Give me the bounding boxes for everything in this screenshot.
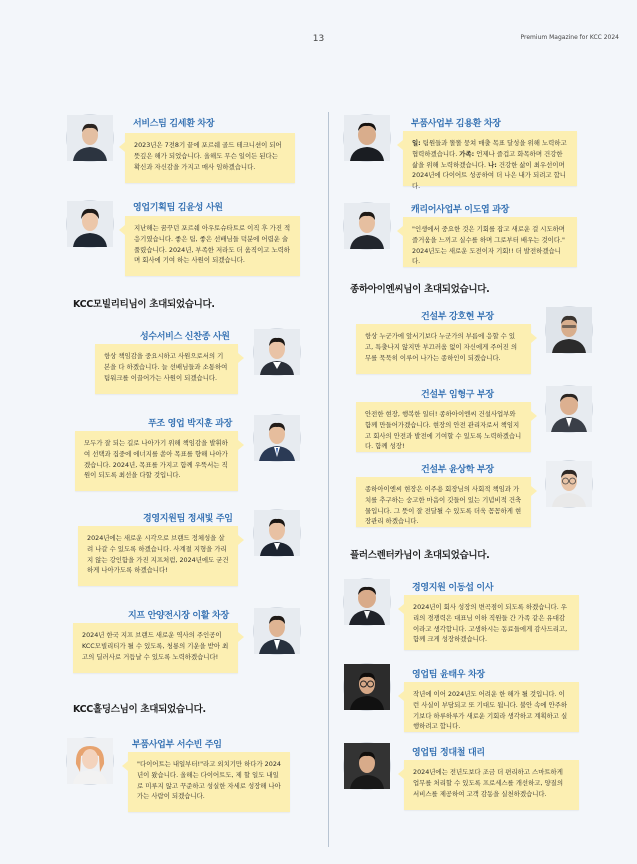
message-bubble: 2024년 한국 지프 브랜드 새로운 역사의 주인공이 KCC모빌리티가 될 수 있도록, 청룡의 기운을 받아 최고의 딜러사로 거듭날 수 있도록 노력하겠습니다! bbox=[73, 623, 238, 673]
avatar-icon bbox=[343, 742, 391, 790]
avatar-icon bbox=[66, 114, 114, 162]
message-bubble bbox=[403, 131, 577, 191]
message-bubble: 지난해는 꿈꾸던 포르쉐 아우토슈타트로 이직 후 가진 적응기였습니다. 좋은 팀, 좋은 선배님들 덕분에 어렵운 술 풀렸습니다. 2024년, 부족한 저라도 더 움직이고 노력하며 회사에 기여 하는 사원이 되겠습니다. bbox=[125, 216, 300, 276]
avatar-icon bbox=[253, 509, 301, 557]
family-label: 가족: bbox=[459, 149, 475, 158]
avatar-icon bbox=[545, 385, 593, 433]
work-text: 팀원들과 똘똘 뭉쳐 매출 목표 달성을 위해 노력하고 협력하겠습니다. bbox=[412, 139, 567, 158]
group-invite-kcc-holdings: KCC홀딩스님이 초대되었습니다. bbox=[73, 704, 206, 715]
member-title: 성수서비스 신찬종 사원 bbox=[140, 332, 230, 342]
message-bubble: 2024년이 회사 성장의 변곡점이 되도록 하겠습니다. 우리의 경쟁력은 대표님 이하 직원들 간 가족 같은 유대감이라고 생각합니다. 고생하시는 동료들에게 감사드리고, 함께 크게 성장하겠습니다. bbox=[404, 595, 579, 650]
message-bubble: 작년에 이어 2024년도 어려운 한 해가 될 것입니다. 이런 사실이 부담되고 또 기대도 됩니다. 불안 속에 안주하기보다 하루하루가 새로운 기회라 생각하고 계획하고 실행하려고 합니다. bbox=[404, 682, 579, 732]
avatar-icon bbox=[343, 114, 391, 162]
message-bubble: 2024년에는 새로운 시각으로 브랜드 정체성을 살려 나갈 수 있도록 하겠습니다. 사계절 지형을 가리지 않는 강인함을 가진 지프처럼, 2024년에도 굳건하게 나아가도록 하겠습니다! bbox=[78, 526, 238, 586]
member-title: 푸조 영업 박지훈 과장 bbox=[148, 419, 233, 429]
avatar-icon bbox=[253, 328, 301, 376]
member-title: 영업기획팀 김윤성 사원 bbox=[133, 203, 223, 213]
group-invite-jonghap: 종하아이엔씨님이 초대되었습니다. bbox=[350, 284, 490, 295]
member-title: 건설부 윤상학 부장 bbox=[421, 465, 494, 475]
avatar-icon bbox=[66, 737, 114, 785]
avatar-icon bbox=[66, 200, 114, 248]
family-text: 언제나 즐겁고 화목하며 건강한 삶을 위해 노력하겠습니다. bbox=[412, 149, 563, 169]
member-title: 건설부 임형구 부장 bbox=[421, 390, 494, 400]
message-bubble: 항상 누군가에 앞서기보다 누군가의 부름에 응할 수 있고, 특출나지 않지만 부끄러움 없이 자신에게 주어진 의무를 묵묵히 이루어 나가는 종하인이 되겠습니다. bbox=[356, 324, 531, 374]
member-title: 영업팀 윤태우 차장 bbox=[412, 670, 485, 680]
message-bubble: 모두가 잘 되는 길로 나아가기 위해 책임감을 발휘하여 선택과 집중에 에너지를 쏟아 목표를 향해 나아가겠습니다. 2024년, 목표를 가지고 함께 우뚝서는 직원이 되도록 최선을 다할 것입니다. bbox=[75, 431, 238, 491]
avatar-icon bbox=[545, 306, 593, 354]
column-divider bbox=[328, 112, 329, 847]
message-bubble: 안전한 현장, 행복한 일터! 종하아이엔씨 건설사업부와 함께 만들어가겠습니다. 현장의 안전 관리자로서 책임지고 회사의 안전과 발전에 기여할 수 있도록 노력하겠습니다. 함께 성장! bbox=[356, 402, 531, 452]
group-invite-plus-rentcar: 플러스렌터카님이 초대되었습니다. bbox=[350, 550, 490, 561]
member-title: 영업팀 정대철 대리 bbox=[412, 748, 485, 758]
message-bubble: 2023년은 7전8기 끝에 포르쉐 골드 테크니션이 되어 뜻깊은 해가 되었습니다. 올해도 무슨 일이든 된다는 확신과 자신감을 가지고 매사 임하겠습니다. bbox=[125, 133, 295, 183]
work-label: 일: bbox=[412, 139, 421, 147]
avatar-icon bbox=[253, 414, 301, 462]
member-title: 경영지원 이동섭 이사 bbox=[412, 583, 494, 593]
me-label: 나: bbox=[488, 160, 497, 169]
member-title: 지프 안양전시장 이활 차장 bbox=[128, 611, 229, 621]
message-bubble: 종하아이엔씨 현장은 이주용 회장님의 사회적 책임과 가치를 추구하는 숭고한 마음이 깃들어 있는 기념비적 건축물입니다. 그 뜻이 잘 전달될 수 있도록 더욱 꼼꼼하게 현장관리 하겠습니다. bbox=[356, 477, 531, 527]
group-invite-kcc-mobility: KCC모빌리티님이 초대되었습니다. bbox=[73, 299, 215, 310]
me-text: 건강한 삶이 최우선이며 2024년에 다이어트 성공하여 더 나은 내가 되려고 합니다. bbox=[412, 160, 566, 191]
message-bubble: "다이어트는 내일부터!"라고 외치기만 하다가 2024년이 왔습니다. 올해는 다이어트도, 제 할 일도 내일로 미루지 않고 꾸준하고 성실한 자세로 성장해 나아가는 사람이 되겠습니다. bbox=[128, 752, 290, 812]
avatar-icon bbox=[545, 460, 593, 508]
avatar-icon bbox=[253, 607, 301, 655]
page-number: 13 bbox=[312, 34, 325, 44]
message-bubble: "인생에서 중요한 것은 기회를 잡고 새로운 걸 시도하며 즐거움을 느끼고 실수를 하며 그로부터 배우는 것이다." 2024년도는 새로운 도전이자 기회!! 더 발전하겠습니다. bbox=[403, 217, 577, 267]
avatar-icon bbox=[343, 663, 391, 711]
member-title: 건설부 강호현 부장 bbox=[421, 312, 494, 322]
magazine-title: Premium Magazine for KCC 2024 bbox=[520, 34, 619, 41]
member-title: 캐리어사업부 이도엽 과장 bbox=[411, 205, 510, 215]
member-title: 부품사업부 서수빈 주임 bbox=[132, 740, 222, 750]
message-bubble: 2024년에는 전년도보다 조금 더 편리하고 스마트하게 업무를 처리할 수 있도록 프로세스를 개선하고, 양질의 서비스를 제공하여 고객 감동을 실천하겠습니다. bbox=[404, 760, 579, 810]
message-bubble: 항상 책임감을 중요시하고 사원으로서의 기본을 다 하겠습니다. 늘 선배님들과 소통하여 팀워크를 이끌어가는 사원이 되겠습니다. bbox=[95, 344, 238, 394]
avatar-icon bbox=[343, 202, 391, 250]
member-title: 서비스팀 김세환 차장 bbox=[133, 119, 215, 129]
member-title: 부품사업부 김용환 차장 bbox=[411, 119, 501, 129]
avatar-icon bbox=[343, 578, 391, 626]
member-title: 경영지원팀 정새빛 주임 bbox=[143, 514, 233, 524]
